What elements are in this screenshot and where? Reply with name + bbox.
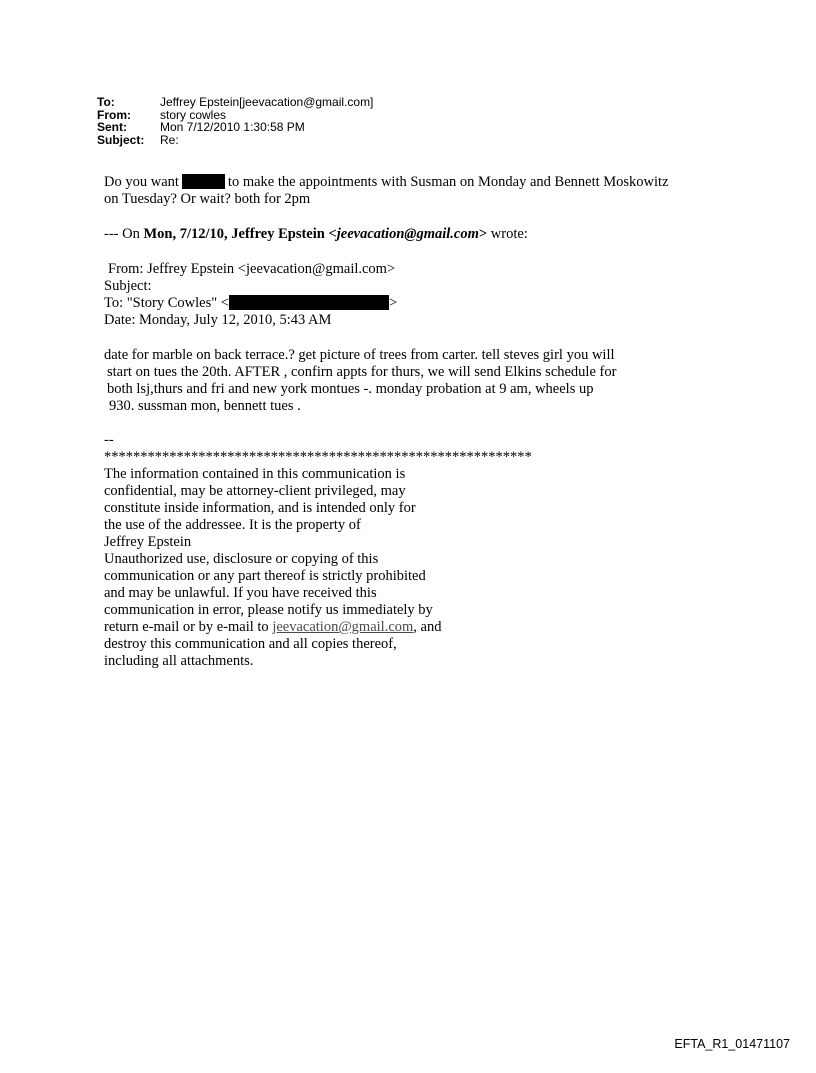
disclaimer-line: confidential, may be attorney-client privileged, may bbox=[104, 483, 406, 499]
disclaimer-line: including all attachments. bbox=[104, 653, 254, 669]
header-sent-row bbox=[97, 121, 373, 134]
quoted-to-suffix: > bbox=[388, 295, 398, 311]
header-to-row bbox=[97, 96, 373, 109]
quote-intro-suffix: wrote: bbox=[487, 226, 528, 242]
return-suffix: , and bbox=[413, 619, 442, 635]
quoted-to-prefix: To: "Story Cowles" < bbox=[104, 295, 229, 311]
quoted-body-line: 930. sussman mon, bennett tues . bbox=[109, 398, 301, 414]
sent-label: Sent: bbox=[97, 120, 127, 134]
signature-stars: *********************************************************** bbox=[104, 449, 532, 465]
quoted-body-line: date for marble on back terrace.? get picture of trees from carter. tell steves girl you will bbox=[104, 347, 615, 363]
disclaimer-line: communication or any part thereof is strictly prohibited bbox=[104, 568, 426, 584]
reply-part-1: Do you want bbox=[104, 174, 179, 190]
disclaimer-line: constitute inside information, and is intended only for bbox=[104, 500, 416, 516]
redaction-box bbox=[229, 295, 389, 310]
from-label: From: bbox=[97, 107, 131, 122]
reply-part-2: to make the appointments with Susman on Monday and Bennett Moskowitz bbox=[227, 174, 669, 190]
quote-intro-prefix: --- On bbox=[104, 226, 144, 242]
quote-intro bbox=[104, 226, 794, 243]
sent-value: Mon 7/12/2010 1:30:58 PM bbox=[160, 120, 305, 134]
disclaimer-return-line bbox=[104, 619, 794, 636]
quoted-body-line: start on tues the 20th. AFTER , confirn appts for thurs, we will send Elkins schedule for bbox=[107, 364, 617, 380]
header-subject-row bbox=[97, 134, 373, 147]
email-link[interactable]: jeevacation@gmail.com bbox=[272, 619, 414, 635]
reply-line-2: on Tuesday? Or wait? both for 2pm bbox=[104, 191, 311, 207]
disclaimer-line: the use of the addressee. It is the property of bbox=[104, 517, 361, 533]
quote-intro-email: jeevacation@gmail.com bbox=[336, 226, 479, 242]
quoted-to-line bbox=[104, 295, 794, 312]
quoted-body-line: both lsj,thurs and fri and new york montues -. monday probation at 9 am, wheels up bbox=[107, 381, 594, 397]
quote-intro-close: > bbox=[478, 226, 488, 242]
quoted-date-line: Date: Monday, July 12, 2010, 5:43 AM bbox=[104, 312, 332, 328]
to-label: To: bbox=[97, 95, 115, 109]
subject-value: Re: bbox=[160, 132, 179, 147]
email-header bbox=[97, 96, 373, 146]
redaction-box bbox=[182, 174, 225, 189]
document-id: EFTA_R1_01471107 bbox=[674, 1037, 790, 1051]
disclaimer-line: communication in error, please notify us immediately by bbox=[104, 602, 433, 618]
disclaimer-line: and may be unlawful. If you have received this bbox=[104, 585, 377, 601]
quote-intro-date: Mon, 7/12/10, Jeffrey Epstein < bbox=[143, 226, 337, 242]
quoted-subject-line: Subject: bbox=[104, 278, 152, 294]
reply-line-1 bbox=[104, 174, 794, 191]
quoted-from-line: From: Jeffrey Epstein <jeevacation@gmail.com> bbox=[108, 261, 396, 277]
return-prefix: return e-mail or by e-mail to bbox=[104, 619, 273, 635]
from-value: story cowles bbox=[160, 107, 227, 122]
disclaimer-line: destroy this communication and all copies thereof, bbox=[104, 636, 397, 652]
subject-label: Subject: bbox=[97, 132, 145, 147]
email-body bbox=[104, 174, 794, 670]
signature-dashes: -- bbox=[104, 432, 114, 448]
to-value: Jeffrey Epstein[jeevacation@gmail.com] bbox=[160, 95, 374, 109]
disclaimer-line: Unauthorized use, disclosure or copying of this bbox=[104, 551, 379, 567]
disclaimer-line: Jeffrey Epstein bbox=[104, 534, 192, 550]
disclaimer-line: The information contained in this communication is bbox=[104, 466, 406, 482]
